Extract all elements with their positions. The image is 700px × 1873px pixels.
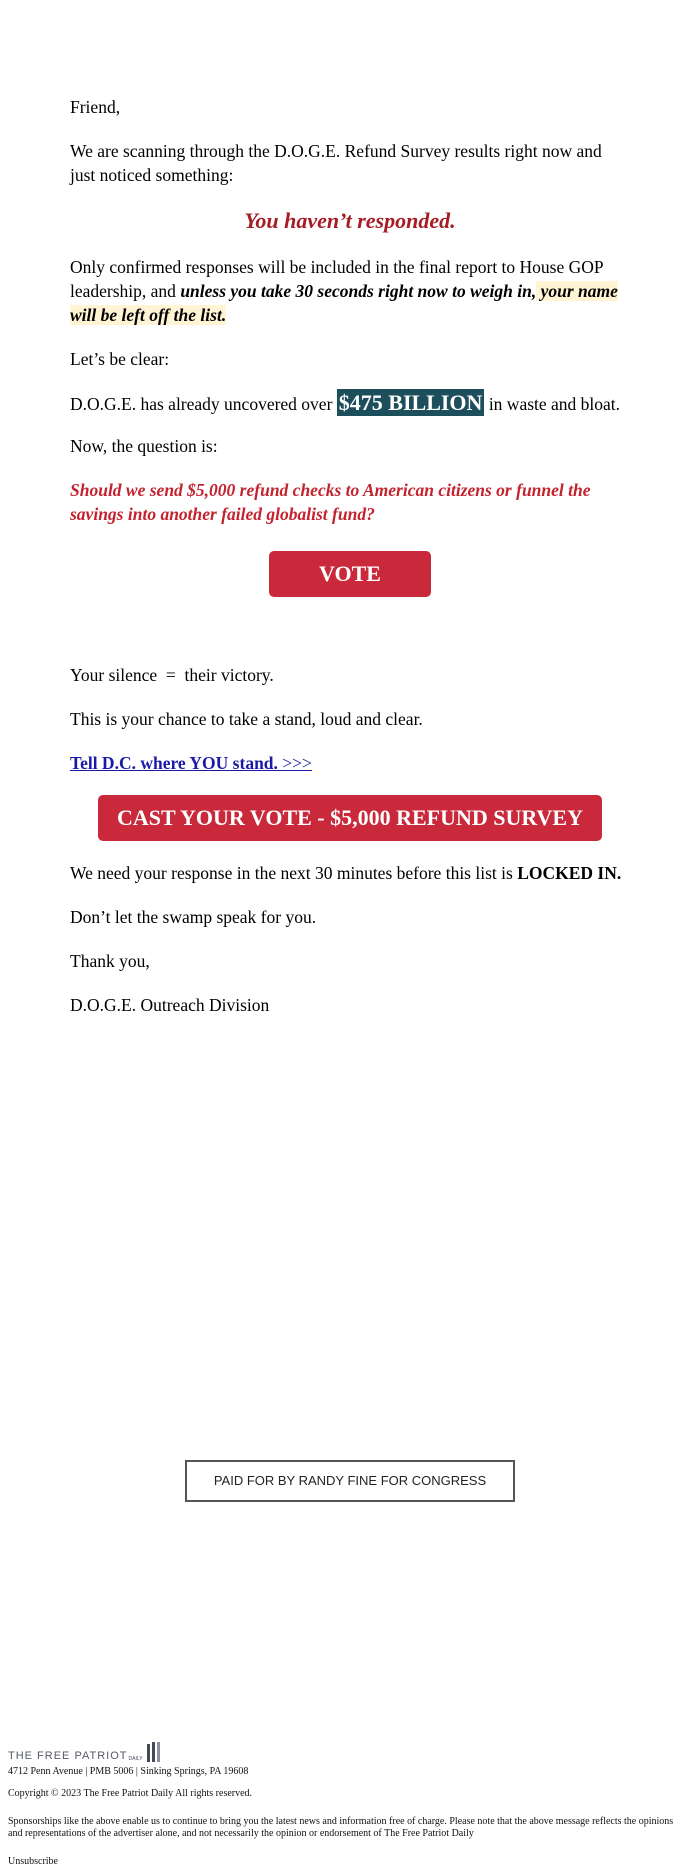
- intro-paragraph: We are scanning through the D.O.G.E. Refund Survey results right now and just noticed something:: [70, 141, 602, 185]
- amount-badge: $475 BILLION: [338, 390, 483, 415]
- now-question: Now, the question is:: [70, 436, 218, 456]
- response-plain-text: We need your response in the next 30 minutes before this list is: [70, 863, 518, 883]
- tell-dc-link[interactable]: [70, 753, 312, 773]
- tell-dc-link-text: Tell D.C. where YOU stand.: [70, 753, 278, 773]
- unsubscribe-link[interactable]: Unsubscribe: [8, 1856, 58, 1867]
- tell-dc-paragraph: [70, 751, 630, 775]
- locked-in-text: LOCKED IN.: [517, 863, 622, 883]
- cast-your-vote-button[interactable]: CAST YOUR VOTE - $5,000 REFUND SURVEY: [98, 795, 602, 841]
- refund-question: Should we send $5,000 refund checks to American citizens or funnel the savings into another failed globalist fund?: [70, 480, 591, 524]
- greeting: Friend,: [70, 97, 121, 117]
- logo-text: THE FREE PATRIOT: [8, 1750, 128, 1762]
- flag-icon: [147, 1742, 160, 1762]
- not-responded-headline: You haven’t responded.: [244, 208, 456, 233]
- chance-text: This is your chance to take a stand, loud and clear.: [70, 709, 423, 729]
- thank-you: Thank you,: [70, 951, 150, 971]
- footer-address: 4712 Penn Avenue | PMB 5006 | Sinking Springs, PA 19608: [8, 1766, 249, 1777]
- signature: D.O.G.E. Outreach Division: [70, 995, 270, 1015]
- email-body: [70, 95, 630, 1037]
- silence-text: Your silence = their victory.: [70, 665, 274, 685]
- doge-paragraph: [70, 391, 630, 416]
- tell-dc-arrows: >>>: [277, 753, 312, 773]
- p1-plain-text: Only confirmed responses will be included in the final report to House GOP leadership, and: [70, 257, 603, 301]
- paid-for-disclaimer: PAID FOR BY RANDY FINE FOR CONGRESS: [185, 1460, 515, 1502]
- footer-copyright: Copyright © 2023 The Free Patriot Daily All rights reserved.: [8, 1788, 253, 1799]
- doge-after-text: in waste and bloat.: [484, 394, 621, 414]
- response-paragraph: [70, 861, 630, 885]
- free-patriot-logo: [8, 1740, 688, 1762]
- footer: [8, 1740, 688, 1868]
- footer-sponsorship: Sponsorships like the above enable us to continue to bring you the latest news and information free of charge. Please note that the above message reflects the opinions and representations of the advertiser alone, and not necessarily the opinion or endorsement of The Free Patriot Daily: [8, 1816, 674, 1839]
- doge-before-text: D.O.G.E. has already uncovered over: [70, 394, 337, 414]
- swamp-text: Don’t let the swamp speak for you.: [70, 907, 317, 927]
- vote-now-button[interactable]: VOTE NOW: [269, 551, 431, 597]
- cast-button-wrap: [70, 795, 630, 841]
- lets-be-clear: Let’s be clear:: [70, 349, 170, 369]
- vote-button-wrap: [70, 551, 630, 633]
- confirmed-responses-paragraph: [70, 255, 630, 327]
- logo-small-text: DAILY: [128, 1756, 143, 1762]
- p1-highlight-text: your name will be left off the list.: [70, 281, 618, 325]
- p1-bold-text: unless you take 30 seconds right now to weigh in,: [180, 281, 537, 301]
